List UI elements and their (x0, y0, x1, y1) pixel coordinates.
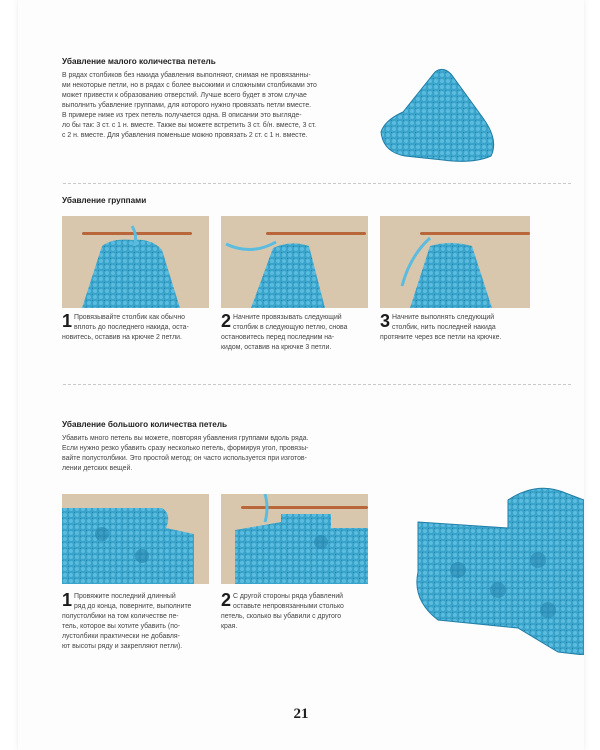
caption-line: Начните провязывать следующий (233, 314, 342, 321)
section-text-large-decrease (62, 434, 377, 474)
caption-line: тель, которое вы хотите убавить (по- (62, 623, 181, 630)
caption-line: Провяжите последний длинный (74, 593, 176, 600)
caption-line: петель, сколько вы убавили с другого (221, 613, 342, 620)
large-step-2-caption (221, 592, 381, 632)
text-line: может привести к образованию отверстий. Лучше всего будет в этом случае (62, 92, 307, 99)
caption-line: столбик в следующую петлю, снова (233, 324, 348, 331)
section-heading-group-decrease: Убавление группами (62, 196, 147, 205)
step-number: 3 (380, 311, 391, 331)
text-line: выполнить убавление группами, для которого нужно провязать петли вместе. (62, 102, 312, 109)
caption-line: полустолбики на том количестве пе- (62, 613, 179, 620)
caption-line: ют высоты ряду и закрепляют петли). (62, 643, 183, 650)
large-step-1-caption (62, 592, 222, 652)
book-page (18, 0, 584, 750)
step-3-photo (380, 216, 530, 308)
large-step-1-photo (62, 494, 209, 584)
text-line: Если нужно резко убавить сразу несколько петель, формируя угол, провязы- (62, 445, 309, 452)
caption-line: вплоть до последнего накида, оста- (74, 324, 189, 331)
caption-line: края. (221, 623, 238, 630)
step-2-caption (221, 313, 371, 353)
text-line: лении детских вещей. (62, 465, 133, 472)
text-line: Убавить много петель вы можете, повторяя убавления группами вдоль ряда. (62, 435, 309, 442)
caption-line: новитесь, оставив на крючке 2 петли. (62, 334, 182, 341)
caption-line: протяните через все петли на крючке. (380, 334, 502, 341)
caption-line: Начните выполнять следующий (392, 314, 495, 321)
section-text-small-decrease (62, 71, 377, 141)
caption-line: ряд до конца, поверните, выполните (74, 603, 192, 610)
caption-line: кидом, оставив на крючке 3 петли. (221, 344, 332, 351)
section-heading-small-decrease: Убавление малого количества петель (62, 57, 216, 66)
page-number: 21 (293, 706, 309, 722)
text-line: с 2 н. вместе. Для убавления поменьше можно провязать 2 ст. с 1 н. вместе. (62, 132, 308, 139)
finished-swatch-image (398, 480, 584, 655)
section-heading-large-decrease: Убавление большого количества петель (62, 420, 228, 429)
caption-line: лустолбики практически не добавля- (62, 633, 180, 640)
triangle-swatch-image (373, 60, 513, 170)
text-line: ло бы так: 3 ст. с 1 н. вместе. Также вы можете встретить 3 ст. б/н. вместе, 3 ст. (62, 122, 317, 129)
section-divider (63, 384, 571, 385)
text-line: ми некоторые петли, но в рядах с более высокими и сложными столбиками это (62, 82, 317, 89)
step-number: 2 (221, 590, 232, 610)
caption-line: С другой стороны ряда убавлений (233, 593, 344, 600)
step-number: 2 (221, 311, 232, 331)
section-divider (63, 183, 571, 184)
step-number: 1 (62, 311, 73, 331)
caption-line: столбик, нить последней накида (392, 324, 496, 331)
text-line: В рядах столбиков без накида убавления выполняют, снимая не провязанны- (62, 72, 311, 79)
caption-line: остановитесь перед последним на- (221, 334, 335, 341)
large-step-2-photo (221, 494, 368, 584)
caption-line: оставьте непровязанными столько (233, 603, 344, 610)
caption-line: Провязывайте столбик как обычно (74, 314, 185, 321)
step-1-caption (62, 313, 212, 343)
step-2-photo (221, 216, 368, 308)
step-1-photo (62, 216, 209, 308)
step-number: 1 (62, 590, 73, 610)
text-line: вайте полустолбики. Это простой метод; он часто используется при изготов- (62, 455, 307, 462)
text-line: В примере ниже из трех петель получается одна. В описании это выгляде- (62, 112, 302, 119)
step-3-caption (380, 313, 540, 343)
